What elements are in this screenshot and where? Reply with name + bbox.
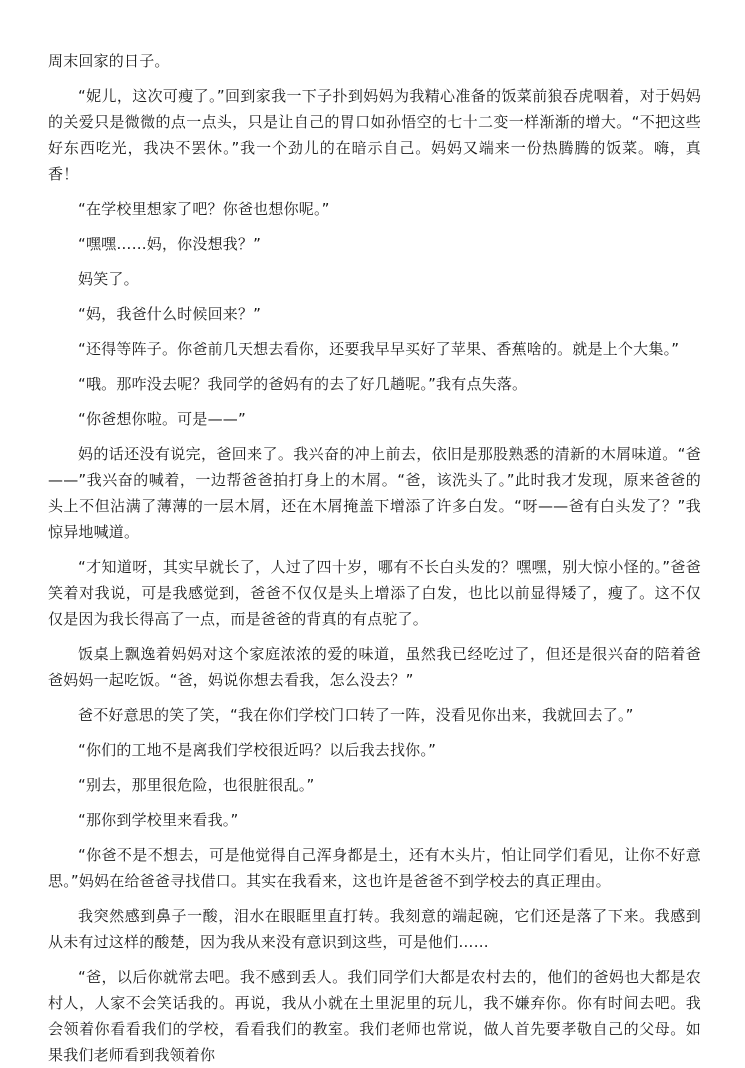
paragraph: “哦。那咋没去呢？我同学的爸妈有的去了好几趟呢。”我有点失落。 bbox=[78, 375, 528, 393]
paragraph: “在学校里想家了吧？你爸也想你呢。” bbox=[78, 200, 330, 218]
paragraph: 妈笑了。 bbox=[78, 270, 139, 288]
paragraph: “嘿嘿……妈，你没想我？” bbox=[78, 235, 262, 253]
paragraph: “爸，以后你就常去吧。我不感到丢人。我们同学们大都是农村去的，他们的爸妈也大都是农村人，人家不会笑话我的。再说，我从小就在土里泥里的玩儿，我不嫌弃你。你有时间去吧。我会领着你看看我们的学校，看看我们的教室。我们老师也常说，做人首先要孝敬自己的父母。如果我们老师看到我领着你 bbox=[48, 968, 701, 1064]
paragraph: “妮儿，这次可瘦了。”回到家我一下子扑到妈妈为我精心准备的饭菜前狼吞虎咽着，对于妈妈的关爱只是微微的点一点头，只是让自己的胃口如孙悟空的七十二变一样渐渐的增大。“不把这些好东西吃光，我决不罢休。”我一个劲儿的在暗示自己。妈妈又端来一份热腾腾的饭菜。嗨，真香！ bbox=[48, 87, 701, 183]
paragraph: “还得等阵子。你爸前几天想去看你，还要我早早买好了苹果、香蕉啥的。就是上个大集。” bbox=[78, 340, 680, 358]
paragraph: “妈，我爸什么时候回来？” bbox=[78, 305, 262, 323]
paragraph: 饭桌上飘逸着妈妈对这个家庭浓浓的爱的味道，虽然我已经吃过了，但还是很兴奋的陪着爸爸妈妈一起吃饭。“爸，妈说你想去看我，怎么没去？” bbox=[48, 645, 701, 689]
paragraph: 爸不好意思的笑了笑，“我在你们学校门口转了一阵，没看见你出来，我就回去了。” bbox=[78, 706, 634, 724]
document-body bbox=[48, 48, 701, 1068]
paragraph: “才知道呀，其实早就长了，人过了四十岁，哪有不长白头发的？嘿嘿，别大惊小怪的。”爸爸笑着对我说，可是我感觉到，爸爸不仅仅是头上增添了白发，也比以前显得矮了，瘦了。这不仅仅是因为我长得高了一点，而是爸爸的背真的有点驼了。 bbox=[48, 558, 701, 628]
paragraph: “你爸想你啦。可是——” bbox=[78, 410, 246, 428]
paragraph: 我突然感到鼻子一酸，泪水在眼眶里直打转。我刻意的端起碗，它们还是落了下来。我感到从未有过这样的酸楚，因为我从来没有意识到这些，可是他们…… bbox=[48, 907, 701, 951]
paragraph: “你们的工地不是离我们学校很近吗？以后我去找你。” bbox=[78, 741, 437, 759]
paragraph: 周末回家的日子。 bbox=[48, 52, 170, 70]
paragraph: “你爸不是不想去，可是他觉得自己浑身都是土，还有木头片，怕让同学们看见，让你不好意思。”妈妈在给爸爸寻找借口。其实在我看来，这也许是爸爸不到学校去的真正理由。 bbox=[48, 846, 701, 890]
paragraph: “那你到学校里来看我。” bbox=[78, 811, 239, 829]
paragraph: 妈的话还没有说完，爸回来了。我兴奋的冲上前去，依旧是那股熟悉的清新的木屑味道。“爸——”我兴奋的喊着，一边帮爸爸拍打身上的木屑。“爸，该洗头了。”此时我才发现，原来爸爸的头上不但沾满了薄薄的一层木屑，还在木屑掩盖下增添了许多白发。“呀——爸有白头发了？”我惊异地喊道。 bbox=[48, 445, 701, 541]
paragraph: “别去，那里很危险，也很脏很乱。” bbox=[78, 776, 315, 794]
